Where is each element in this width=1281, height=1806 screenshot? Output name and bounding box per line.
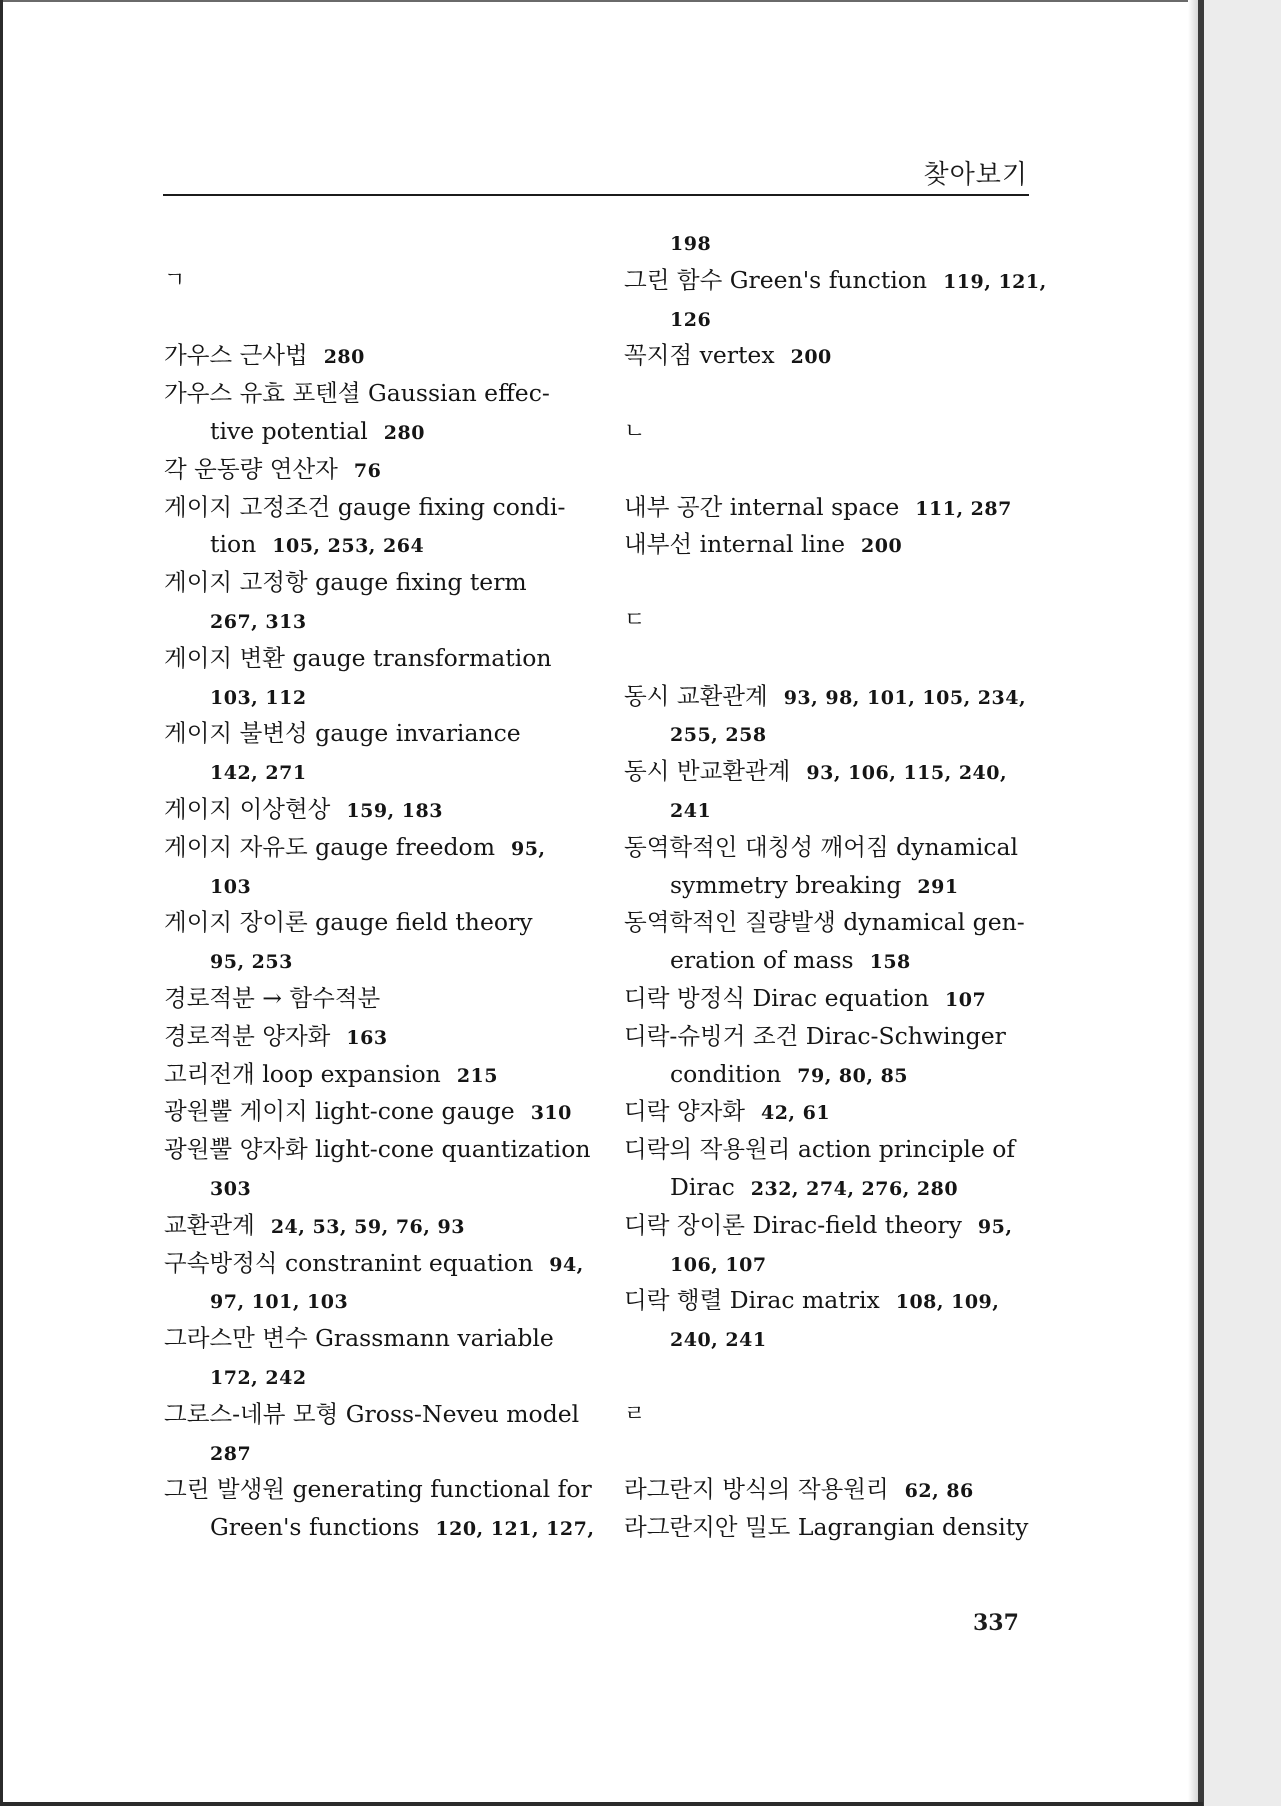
page-references: 303 — [210, 1177, 252, 1200]
page-references: 158 — [869, 951, 911, 974]
index-line — [164, 942, 634, 980]
index-line — [164, 375, 634, 413]
index-term: 게이지 장이론 gauge field theory — [164, 908, 533, 937]
index-term: 게이지 고정항 gauge fixing term — [164, 568, 527, 597]
index-term: 그로스-네뷰 모형 Gross-Neveu model — [164, 1399, 580, 1428]
index-term: tion — [210, 530, 257, 559]
index-line — [164, 829, 634, 867]
blank-line — [624, 640, 1044, 678]
index-line — [624, 715, 1044, 753]
frame-bottom-edge — [0, 1802, 1203, 1806]
index-line — [624, 1169, 1044, 1207]
index-line — [624, 224, 1044, 262]
index-line — [624, 867, 1044, 905]
page-references: 76 — [353, 459, 382, 482]
blank-line — [624, 375, 1044, 413]
page-references: 310 — [530, 1102, 572, 1125]
index-term: 광원뿔 양자화 light-cone quantization — [164, 1135, 591, 1164]
index-line — [164, 1434, 634, 1472]
index-line — [164, 564, 634, 602]
index-line — [624, 678, 1044, 716]
page-references: 198 — [670, 233, 712, 255]
index-term: 동역학적인 대칭성 깨어짐 dynamical — [624, 832, 1019, 861]
index-term: 게이지 변환 gauge transformation — [164, 643, 552, 672]
blank-line — [164, 300, 634, 338]
index-line — [624, 942, 1044, 980]
index-term: 동역학적인 질량발생 dynamical gen- — [624, 908, 1025, 937]
page-references: 126 — [670, 308, 712, 331]
page-references: 240, 241 — [670, 1329, 767, 1352]
index-line — [624, 300, 1044, 338]
blank-line — [624, 1358, 1044, 1396]
page-references: 105, 253, 264 — [272, 535, 425, 558]
index-line — [164, 602, 634, 640]
index-line — [624, 489, 1044, 527]
running-head: 찾아보기 — [923, 160, 1028, 190]
section-letter-text: ㄷ — [624, 607, 646, 633]
page-references: 93, 106, 115, 240, — [806, 762, 1008, 785]
index-term: 라그란지 방식의 작용원리 — [624, 1475, 889, 1504]
index-term: 내부 공간 internal space — [624, 492, 900, 521]
index-line — [164, 1282, 634, 1320]
page-references: 107 — [945, 988, 987, 1011]
index-line — [164, 904, 634, 942]
index-column-left — [164, 224, 634, 1547]
page-shadow — [1188, 0, 1198, 1806]
index-term: 가우스 유효 포텐셜 Gaussian effec- — [164, 379, 550, 408]
page-references: 42, 61 — [760, 1102, 831, 1125]
index-line — [164, 1245, 634, 1283]
index-line — [164, 1396, 634, 1434]
page-references: 215 — [456, 1064, 498, 1087]
index-term: 그린 발생원 generating functional for — [164, 1475, 592, 1504]
page-references: 267, 313 — [210, 610, 307, 633]
page-references: 200 — [790, 346, 832, 369]
index-line — [164, 337, 634, 375]
page-references: 108, 109, — [895, 1291, 1000, 1314]
page-references: 62, 86 — [904, 1480, 974, 1503]
page-references: 111, 287 — [915, 497, 1012, 520]
page-references: 79, 80, 85 — [797, 1064, 909, 1087]
index-line — [624, 1245, 1044, 1283]
page-references: 97, 101, 103 — [210, 1291, 349, 1314]
page-references: 280 — [323, 346, 365, 369]
index-line — [624, 753, 1044, 791]
index-line — [624, 1320, 1044, 1358]
index-line — [624, 1131, 1044, 1169]
index-column-right — [624, 224, 1047, 1547]
page-references: 159, 183 — [346, 799, 443, 822]
page-references: 103 — [210, 875, 252, 898]
index-line — [624, 1207, 1044, 1245]
index-line — [164, 980, 634, 1018]
page-references: 95, — [977, 1215, 1013, 1238]
index-term: 경로적분 양자화 — [164, 1021, 331, 1050]
page-references: 95, 253 — [210, 951, 293, 974]
index-term: 디락 방정식 Dirac equation — [624, 983, 930, 1012]
page-references: 200 — [861, 535, 903, 558]
page-references: 95, — [510, 837, 546, 860]
index-term: 디락 양자화 — [624, 1097, 745, 1126]
index-line — [624, 1471, 1044, 1509]
page-references: 94, — [549, 1253, 584, 1276]
blank-line — [624, 564, 1044, 602]
index-term: 디락의 작용원리 action principle of — [624, 1135, 1016, 1164]
index-term: 그린 함수 Green's function — [624, 265, 928, 294]
index-term: 꼭지점 vertex — [624, 341, 775, 370]
page-references: 163 — [346, 1026, 388, 1049]
index-term: eration of mass — [670, 946, 854, 975]
page-references: 241 — [670, 799, 712, 822]
index-term: 게이지 고정조건 gauge fixing condi- — [164, 492, 566, 521]
index-line — [624, 980, 1044, 1018]
index-line — [164, 791, 634, 829]
index-line — [164, 1509, 634, 1547]
index-term: 게이지 불변성 gauge invariance — [164, 719, 521, 748]
index-term: 게이지 이상현상 — [164, 794, 331, 823]
index-line — [164, 1358, 634, 1396]
index-term: condition — [670, 1059, 782, 1088]
index-term: Dirac — [670, 1172, 735, 1201]
header-rule — [163, 194, 1029, 196]
index-line — [164, 526, 634, 564]
index-line — [624, 262, 1047, 300]
page-references: 232, 274, 276, 280 — [750, 1177, 959, 1200]
index-line — [164, 489, 634, 527]
index-line — [624, 1509, 1044, 1547]
section-letter-text: ㄱ — [164, 267, 186, 293]
index-term: 그라스만 변수 Grassmann variable — [164, 1324, 554, 1353]
index-term: tive potential — [210, 416, 368, 445]
index-line — [164, 715, 634, 753]
page-references: 120, 121, 127, — [435, 1518, 595, 1541]
blank-line — [624, 1434, 1044, 1472]
index-line — [624, 1018, 1044, 1056]
index-term: 디락 장이론 Dirac-field theory — [624, 1210, 962, 1239]
index-term: 고리전개 loop expansion — [164, 1059, 441, 1088]
section-letter-text: ㄴ — [624, 418, 646, 444]
blank-line — [624, 451, 1044, 489]
index-term: 디락 행렬 Dirac matrix — [624, 1286, 880, 1315]
index-line — [624, 1282, 1044, 1320]
index-line — [624, 526, 1044, 564]
section-letter — [624, 602, 1044, 640]
index-term: 각 운동량 연산자 — [164, 454, 338, 483]
page-references: 119, 121, — [943, 270, 1047, 293]
page-references: 103, 112 — [210, 686, 307, 709]
index-line — [624, 904, 1044, 942]
section-letter-text: ㄹ — [624, 1401, 646, 1427]
page-references: 24, 53, 59, 76, 93 — [270, 1215, 465, 1238]
section-letter — [624, 413, 1044, 451]
index-line — [624, 1093, 1044, 1131]
index-line — [624, 1056, 1044, 1094]
page-references: 280 — [383, 421, 425, 444]
index-term: 가우스 근사법 — [164, 341, 308, 370]
index-term: 경로적분 → 함수적분 — [164, 983, 381, 1012]
index-term: 게이지 자유도 gauge freedom — [164, 832, 495, 861]
page-references: 287 — [210, 1442, 252, 1465]
index-line — [164, 451, 634, 489]
page-references: 93, 98, 101, 105, 234, — [783, 686, 1027, 709]
index-line — [164, 1093, 634, 1131]
page-references: 106, 107 — [670, 1253, 767, 1276]
index-term: 디락-슈빙거 조건 Dirac-Schwinger — [624, 1021, 1006, 1050]
index-term: 동시 교환관계 — [624, 681, 768, 710]
index-line — [624, 337, 1044, 375]
blank-line — [164, 224, 634, 262]
index-term: 내부선 internal line — [624, 530, 846, 559]
index-line — [164, 1471, 634, 1509]
page-references: 142, 271 — [210, 762, 307, 785]
frame-left-edge — [0, 0, 3, 1806]
index-line — [164, 1207, 634, 1245]
index-line — [164, 867, 634, 905]
frame-top-edge — [0, 0, 1203, 2]
index-term: 광원뿔 게이지 light-cone gauge — [164, 1097, 515, 1126]
index-line — [164, 678, 634, 716]
index-line — [164, 1131, 634, 1169]
section-letter — [164, 262, 634, 300]
index-term: symmetry breaking — [670, 870, 902, 899]
index-line — [164, 1169, 634, 1207]
index-term: Green's functions — [210, 1513, 420, 1542]
index-term: 교환관계 — [164, 1210, 255, 1239]
page-references: 255, 258 — [670, 724, 767, 747]
index-line — [164, 1320, 634, 1358]
index-term: 구속방정식 constranint equation — [164, 1248, 534, 1277]
page-references: 291 — [917, 875, 959, 898]
index-term: 라그란지안 밀도 Lagrangian density — [624, 1513, 1029, 1542]
section-letter — [624, 1396, 1044, 1434]
index-line — [164, 640, 634, 678]
index-line — [164, 753, 634, 791]
index-line — [164, 413, 634, 451]
index-line — [624, 791, 1044, 829]
index-line — [164, 1018, 634, 1056]
viewer-background — [1204, 0, 1281, 1806]
index-term: 동시 반교환관계 — [624, 757, 791, 786]
page-references: 172, 242 — [210, 1366, 307, 1389]
page-number: 337 — [973, 1610, 1019, 1636]
index-line — [164, 1056, 634, 1094]
index-line — [624, 829, 1044, 867]
